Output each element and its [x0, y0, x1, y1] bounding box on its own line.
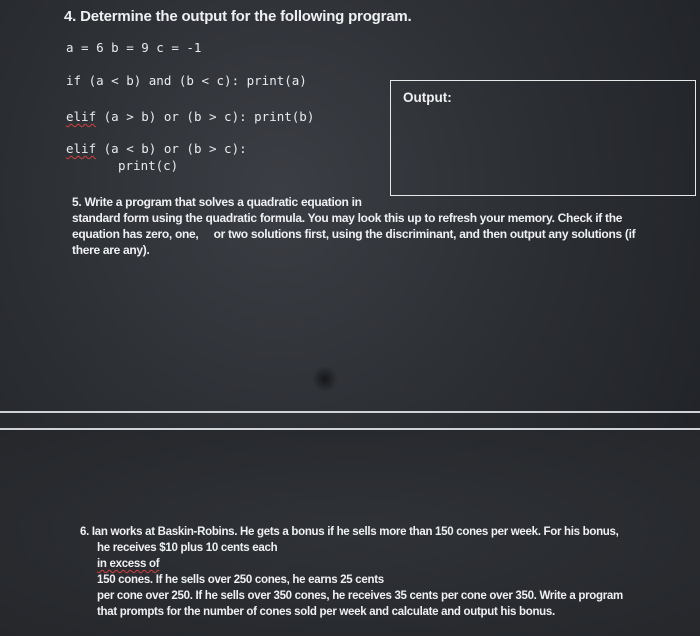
q5-line: there are any). [72, 243, 150, 257]
code-line-elif-1 [66, 109, 314, 124]
q5-line: standard form using the quadratic formula. You may look this up to refresh your memory. Check if the [72, 211, 623, 225]
output-label: Output: [403, 90, 452, 105]
code-assignment: a = 6 b = 9 c = -1 [66, 40, 202, 55]
q6-line: 6. Ian works at Baskin-Robins. He gets a bonus if he sells more than 150 cones per week. For his bonus, [80, 526, 619, 538]
code-line-elif-2 [66, 141, 247, 156]
divider-line [0, 428, 700, 430]
q6-line: that prompts for the number of cones sold per week and calculate and output his bonus. [97, 606, 555, 618]
elif-keyword: elif [66, 141, 97, 156]
q6-excess-phrase: in excess of [97, 558, 160, 570]
code-line-if: if (a < b) and (b < c): print(a) [66, 73, 307, 88]
q5-line: equation has zero, one, or two solutions first, using the discriminant, and then output any solutions (if [72, 227, 636, 241]
code-line-elif-1-rest: (a > b) or (b > c): print(b) [96, 109, 315, 124]
q5-line: 5. Write a program that solves a quadratic equation in [72, 195, 362, 209]
q6-line: per cone over 250. If he sells over 350 cones, he receives 35 cents per cone over 350. Write a program [97, 590, 623, 602]
elif-keyword: elif [66, 109, 97, 124]
code-line-elif-2-rest: (a < b) or (b > c): [96, 141, 247, 156]
output-box[interactable] [390, 80, 696, 196]
question-5-text [72, 194, 662, 258]
q6-line-part: he receives $10 plus 10 cents each [97, 542, 278, 554]
question-6-text [80, 524, 680, 620]
q6-line-part: 150 cones. If he sells over 250 cones, he earns 25 cents [97, 574, 384, 586]
q6-line [80, 540, 680, 588]
code-line-print-c: print(c) [118, 158, 179, 173]
glare-spot [312, 366, 338, 392]
question-4-heading: 4. Determine the output for the following program. [64, 8, 412, 25]
divider-line [0, 411, 700, 413]
